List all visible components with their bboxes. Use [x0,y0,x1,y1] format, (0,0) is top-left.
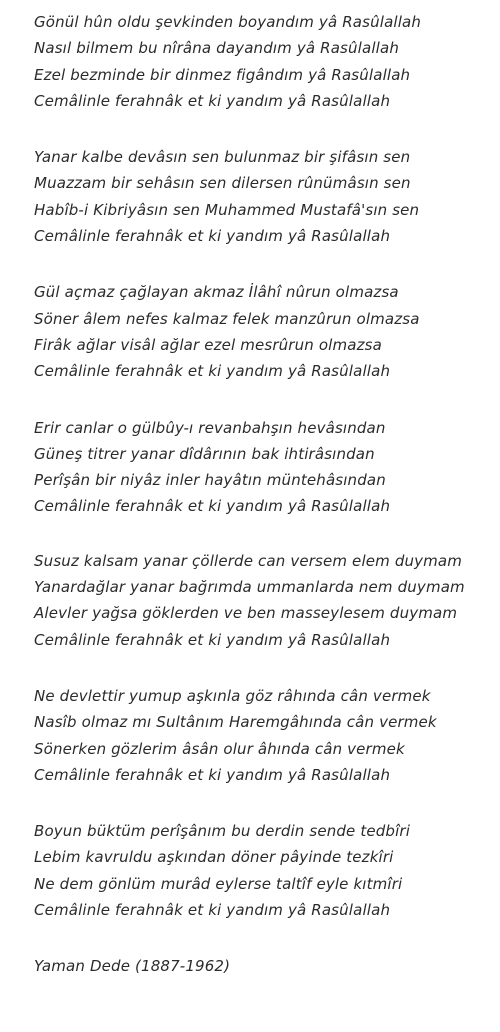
verse-line: Firâk ağlar visâl ağlar ezel mesrûrun olmazsa [34,335,382,354]
stanza-7 [34,818,494,923]
verse-line: Gül açmaz çağlayan akmaz İlâhî nûrun olmazsa [34,283,399,302]
stanza-2 [34,144,494,249]
verse-line: Cemâlinle ferahnâk et ki yandım yâ Rasûlallah [34,497,391,516]
verse-line: Cemâlinle ferahnâk et ki yandım yâ Rasûlallah [34,362,391,381]
verse-line: Yanardağlar yanar bağrımda ummanlarda nem duymam [34,578,465,597]
verse-line: Sönerken gözlerim âsân olur âhında cân vermek [34,739,405,758]
verse-line: Muazzam bir sehâsın sen dilersen rûnümâsın sen [34,174,411,193]
verse-line: Perîşân bir niyâz inler hayâtın müntehâsından [34,471,386,490]
verse-line: Ezel bezminde bir dinmez figândım yâ Rasûlallah [34,65,411,84]
stanza-5 [34,548,494,653]
verse-line: Alevler yağsa göklerden ve ben masseylesem duymam [34,604,458,623]
author-attribution: Yaman Dede (1887-1962) [34,957,231,976]
verse-line: Gönül hûn oldu şevkinden boyandım yâ Rasûlallah [34,13,422,31]
verse-line: Nasıl bilmem bu nîrâna dayandım yâ Rasûlallah [34,39,399,58]
verse-line: Güneş titrer yanar dîdârının bak ihtirâsından [34,444,375,463]
verse-line: Habîb-i Kibriyâsın sen Muhammed Mustafâ'sın sen [34,200,420,219]
stanza-3 [34,279,494,384]
verse-line: Boyun büktüm perîşânım bu derdin sende tedbîri [34,822,411,841]
stanza-6 [34,683,494,788]
verse-line: Ne devlettir yumup aşkınla göz râhında cân vermek [34,686,431,705]
verse-line: Söner âlem nefes kalmaz felek manzûrun olmazsa [34,309,420,328]
verse-line: Cemâlinle ferahnâk et ki yandım yâ Rasûlallah [34,91,391,110]
verse-line: Nasîb olmaz mı Sultânım Haremgâhında cân vermek [34,713,437,732]
verse-line: Cemâlinle ferahnâk et ki yandım yâ Rasûlallah [34,630,391,649]
verse-line: Cemâlinle ferahnâk et ki yandım yâ Rasûlallah [34,901,391,920]
verse-line: Susuz kalsam yanar çöllerde can versem elem duymam [34,551,463,570]
verse-line: Yanar kalbe devâsın sen bulunmaz bir şifâsın sen [34,148,411,167]
verse-line: Cemâlinle ferahnâk et ki yandım yâ Rasûlallah [34,227,391,246]
stanza-1 [34,9,494,114]
poem-text [34,9,494,979]
verse-line: Erir canlar o gülbûy-ı revanbahşın hevâsından [34,418,386,437]
verse-line: Ne dem gönlüm murâd eylerse taltîf eyle kıtmîri [34,874,403,893]
verse-line: Cemâlinle ferahnâk et ki yandım yâ Rasûlallah [34,765,391,784]
stanza-4 [34,415,494,520]
verse-line: Lebim kavruldu aşkından döner pâyinde tezkîri [34,848,394,867]
